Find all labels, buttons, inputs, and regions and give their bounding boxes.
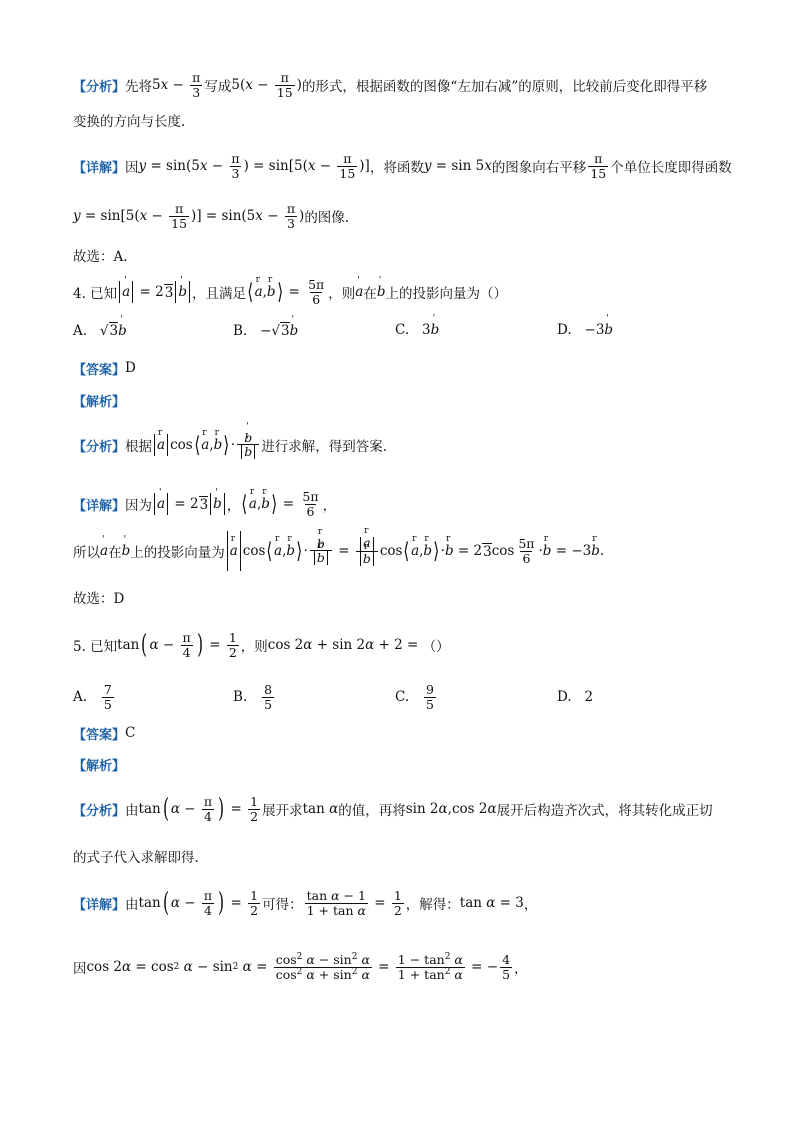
q4-option-c[interactable]: C. 3 ' b (395, 322, 439, 338)
text: 故选：A. (73, 249, 128, 265)
text: 变换的方向与长度. (73, 114, 186, 130)
fraction: $\frac{\pi}{15}$ (171, 201, 188, 231)
q4-detail: 【详解】 因为 ' a = 2 3 ' b ， ⟨ r a , r b ⟩ = $\frac{5\pi}{6}$ ， (73, 484, 336, 524)
question-number: 5. 已知 (73, 639, 118, 655)
text: ，且满足 (191, 286, 246, 302)
q5-cos-line: 因 cos 2 α = cos 2 α − sin 2 α = $\frac{\cos^2 \alpha - \sin^2 \alpha}{\cos^2 \alpha + \sin^2 \alpha}$ = $\frac{1 - \tan^2 \alpha}{1 + \tan^2 \alpha}$ = − $\frac{4}{5}$ ， (73, 952, 528, 982)
text: 所以 (73, 545, 100, 561)
text: 因 (125, 160, 139, 176)
fraction: r a r b (356, 536, 378, 566)
text: 的图像. (304, 210, 350, 226)
fraction: $\frac{1}{2}$ (250, 888, 259, 918)
q4-solution-tag (73, 390, 125, 410)
text: 写成 (204, 79, 232, 95)
q5-answer (73, 723, 135, 743)
fraction: $\frac{\pi}{3}$ (192, 70, 201, 100)
text: ，解得： (405, 897, 460, 913)
q4-stem: 4. 已知 ' a = 2 3 ' b ，且满足 ⟨ r a , r b ⟩ = $\frac{5\pi}{6}$ ，则 ' a 在 ' b 上的投影向量为（） (73, 271, 507, 313)
text: ， (514, 961, 528, 977)
text: 由 (125, 897, 139, 913)
fraction: $\frac{4}{5}$ (502, 952, 511, 982)
text: 可得： (262, 897, 303, 913)
q5-solution-tag (73, 754, 125, 774)
text: ， (523, 897, 538, 913)
q5-option-a[interactable]: A. $\frac{7}{5}$ (73, 682, 112, 712)
solution-tag: 【解析】 (73, 758, 126, 774)
q3-detail-line1: 【详解】 因 y = sin(5 x − $\frac{\pi}{3}$ ) = sin[5( x − $\frac{\pi}{15}$ )] ，将函数 y = sin 5 x 的图象向右平移 $\frac{\pi}{15}$ 个单位长度即得函数 (73, 151, 732, 181)
fraction: $\frac{\pi}{3}$ (286, 201, 296, 231)
text: ，则 (328, 286, 356, 302)
q5-option-c[interactable]: C. $\frac{9}{5}$ (395, 682, 434, 712)
fraction: $\frac{\pi}{4}$ (203, 794, 213, 824)
answer-value: C (125, 725, 136, 741)
text: 的形式，根据函数的图像“左加右减”的原则，比较前后变化即得平移 (301, 79, 708, 95)
q5-option-d[interactable]: D. 2 (557, 689, 594, 705)
text: 的式子代入求解即得. (73, 850, 199, 866)
text: . (599, 543, 605, 559)
text: 展开求 (262, 803, 303, 819)
fraction: $\frac{1}{2}$ (250, 794, 259, 824)
q3-analysis-line2 (73, 110, 185, 130)
fraction: $\frac{5\pi}{6}$ (308, 277, 325, 307)
fraction: $\frac{\pi}{15}$ (590, 151, 607, 181)
question-number: 4. 已知 (73, 286, 118, 302)
text: 在 (108, 545, 122, 561)
text: 上的投影向量为 (130, 545, 225, 561)
q4-option-d[interactable]: D. −3 ' b (557, 322, 613, 338)
detail-tag: 【详解】 (73, 160, 126, 176)
q4-option-b[interactable]: B. −√ 3 ' b (233, 322, 298, 339)
answer-tag: 【答案】 (73, 727, 126, 743)
q5-analysis-line1: 【分析】 由 tan ( α − $\frac{\pi}{4}$ ) = $\frac{1}{2}$ 展开求 tan α 的值，再将 sin 2 α ,cos 2 α 展开后构造齐次式，将其转化成正切 (73, 794, 713, 824)
q4-options (0, 322, 794, 346)
text: 先将 (125, 79, 153, 95)
detail-tag: 【详解】 (73, 498, 126, 514)
q5-option-b[interactable]: B. $\frac{8}{5}$ (233, 682, 273, 712)
text: 根据 (125, 439, 153, 455)
fraction: $\frac{\pi}{15}$ (276, 70, 293, 100)
fraction: r b r b (310, 537, 332, 566)
text: 由 (125, 803, 139, 819)
q4-analysis: 【分析】 根据 r a cos ⟨ r a , r b ⟩ · ' b ' b 进行求解，得到答案. (73, 420, 387, 470)
q3-detail-line2: y = sin[5( x − $\frac{\pi}{15}$ )] = sin(5 x − $\frac{\pi}{3}$ ) 的图像. (73, 201, 350, 231)
q5-analysis-line2 (73, 846, 199, 866)
fraction: $\frac{\pi}{4}$ (182, 630, 191, 660)
fraction: $\frac{\pi}{3}$ (231, 151, 240, 181)
solution-tag: 【解析】 (73, 394, 126, 410)
text: 故选：D (73, 591, 125, 607)
q5-options (0, 676, 794, 718)
fraction: $\frac{\cos^2 \alpha - \sin^2 \alpha}{\cos^2 \alpha + \sin^2 \alpha}$ (275, 952, 370, 982)
fraction: $\frac{1}{2}$ (228, 630, 237, 660)
text: 因 (73, 961, 87, 977)
text: 在 (363, 286, 377, 302)
text: 个单位长度即得函数 (610, 160, 732, 176)
q5-stem: 5. 已知 tan ( α − $\frac{\pi}{4}$ ) = $\frac{1}{2}$ ，则 cos 2 α + sin 2 α + 2 = （） (73, 630, 450, 660)
text: 的值，再将 (338, 803, 406, 819)
fraction: ' b ' b (237, 431, 259, 460)
fraction: $\frac{\pi}{15}$ (339, 151, 356, 181)
text: （） (422, 639, 450, 655)
q4-choose (73, 587, 124, 607)
text: ， (226, 498, 241, 514)
text: 因为 (125, 498, 153, 514)
q5-detail: 【详解】 由 tan ( α − $\frac{\pi}{4}$ ) = $\frac{1}{2}$ 可得： $\frac{\text{tan α − 1}}{\text{1 + tan α}}$ = $\frac{1}{2}$ ，解得： tan α = 3 ， (73, 888, 538, 918)
text: ，则 (240, 639, 268, 655)
answer-tag: 【答案】 (73, 362, 126, 378)
fraction: $\frac{5\pi}{6}$ (302, 489, 319, 519)
q4-projection: 所以 ' a 在 ' b 上的投影向量为 r a cos ⟨ r a , r b ⟩ · r b r b = r a r b cos ⟨ r a , r b ⟩ · r b = 2 3 cos $\frac{5\pi}{6}$ · r b = −3 r b . (73, 528, 604, 574)
analysis-tag: 【分析】 (73, 803, 126, 819)
fraction: $\frac{\pi}{4}$ (203, 888, 213, 918)
text: 的图象向右平移 (491, 160, 587, 176)
detail-tag: 【详解】 (73, 897, 126, 913)
fraction: $\frac{5\pi}{6}$ (518, 536, 535, 566)
q3-choose (73, 245, 128, 265)
text: ，将函数 (369, 160, 424, 176)
text: 上的投影向量为（） (385, 286, 507, 302)
analysis-tag: 【分析】 (73, 439, 126, 455)
q4-option-a[interactable]: A. √ 3 ' b (73, 322, 127, 339)
text: 展开后构造齐次式，将其转化成正切 (496, 803, 713, 819)
fraction: $\frac{\text{tan α − 1}}{\text{1 + tan α}}$ (306, 888, 366, 918)
analysis-tag: 【分析】 (73, 79, 126, 95)
fraction: $\frac{1}{2}$ (393, 888, 402, 918)
q4-answer (73, 358, 136, 378)
text: ， (322, 498, 337, 514)
q3-analysis-line1: 【分析】 先将 5 x − $\frac{\pi}{3}$ 写成 5( x − $\frac{\pi}{15}$ ) 的形式，根据函数的图像“左加右减”的原则，比较前后变化即得平移 (73, 70, 708, 100)
answer-value: D (125, 360, 136, 376)
text: 进行求解，得到答案. (261, 439, 388, 455)
fraction: $\frac{1 - \tan^2 \alpha}{1 + \tan^2 \alpha}$ (397, 952, 463, 982)
